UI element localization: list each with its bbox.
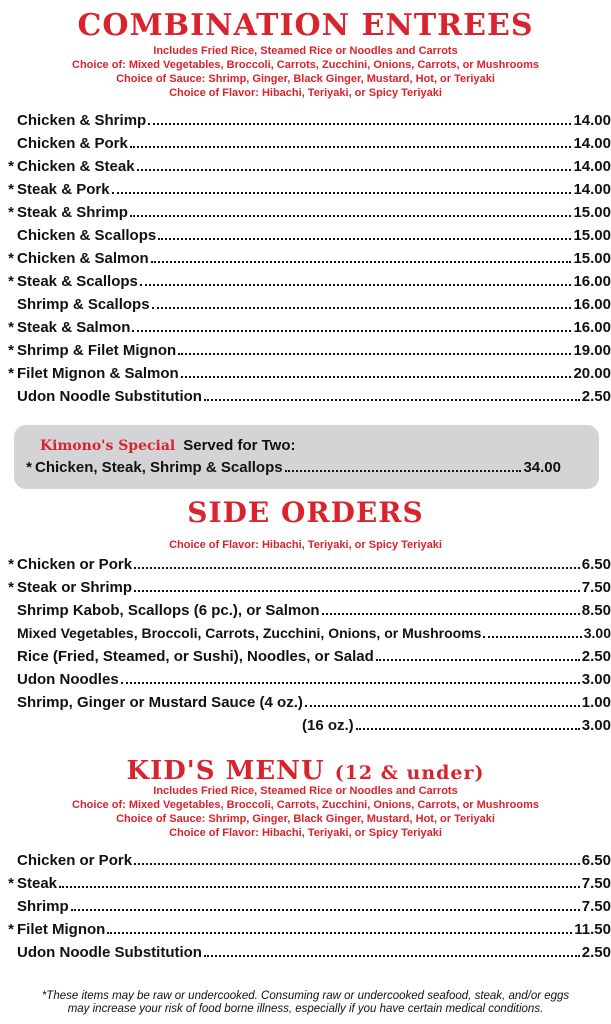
menu-item bbox=[0, 181, 611, 203]
item-price: 8.50 bbox=[581, 602, 611, 619]
dot-leader bbox=[181, 376, 572, 378]
sides-note: Choice of Flavor: Hibachi, Teriyaki, or Spicy Teriyaki bbox=[169, 539, 442, 551]
dot-leader bbox=[137, 169, 572, 171]
raw-warning-mark: * bbox=[8, 273, 14, 290]
special-header bbox=[40, 437, 296, 454]
item-price: 20.00 bbox=[573, 365, 611, 382]
combination-title: COMBINATION ENTREES bbox=[77, 8, 534, 43]
item-name: Shrimp bbox=[17, 898, 69, 915]
dot-leader bbox=[140, 284, 572, 286]
dot-leader bbox=[130, 215, 572, 217]
item-name: Shrimp & Filet Mignon bbox=[17, 342, 177, 359]
menu-item bbox=[0, 388, 611, 410]
menu-item bbox=[0, 875, 611, 897]
kids-title-age: (12 & under) bbox=[334, 762, 485, 784]
raw-warning-mark: * bbox=[8, 250, 14, 267]
menu-item bbox=[0, 112, 611, 134]
item-name: Shrimp Kabob, Scallops (6 pc.), or Salmon bbox=[17, 602, 320, 619]
dot-leader bbox=[322, 613, 580, 615]
dot-leader bbox=[121, 682, 580, 684]
item-price: 11.50 bbox=[574, 921, 611, 938]
menu-item bbox=[0, 852, 611, 874]
menu-item bbox=[0, 158, 611, 180]
dot-leader bbox=[148, 123, 571, 125]
raw-warning-mark: * bbox=[8, 579, 14, 596]
dot-leader bbox=[376, 659, 580, 661]
combination-note: Includes Fried Rice, Steamed Rice or Noodles and Carrots bbox=[153, 45, 458, 57]
item-price: 14.00 bbox=[573, 181, 611, 198]
dot-leader bbox=[71, 909, 580, 911]
item-price: 14.00 bbox=[573, 112, 611, 129]
raw-warning-mark: * bbox=[26, 459, 32, 476]
menu-item bbox=[0, 319, 611, 341]
dot-leader bbox=[132, 330, 571, 332]
dot-leader bbox=[134, 590, 580, 592]
item-price: 6.50 bbox=[581, 852, 611, 869]
special-item bbox=[0, 459, 611, 481]
dot-leader bbox=[356, 728, 580, 730]
item-name: Chicken & Pork bbox=[17, 135, 128, 152]
combination-note: Choice of Sauce: Shrimp, Ginger, Black Ginger, Mustard, Hot, or Teriyaki bbox=[116, 73, 495, 85]
item-name: Steak & Salmon bbox=[17, 319, 131, 336]
menu-item bbox=[0, 648, 611, 670]
item-name: Filet Mignon bbox=[17, 921, 106, 938]
kids-title-main: KID'S MENU bbox=[126, 756, 325, 786]
menu-item bbox=[0, 296, 611, 318]
item-name: Steak & Scallops bbox=[17, 273, 138, 290]
special-served: Served for Two: bbox=[183, 437, 296, 454]
item-name: Shrimp, Ginger or Mustard Sauce (4 oz.) bbox=[17, 694, 303, 711]
dot-leader bbox=[305, 705, 580, 707]
combination-notes bbox=[0, 44, 611, 100]
raw-warning-mark: * bbox=[8, 158, 14, 175]
dot-leader bbox=[204, 955, 580, 957]
kids-notes bbox=[0, 784, 611, 840]
item-name: Steak & Pork bbox=[17, 181, 110, 198]
menu-item bbox=[0, 625, 611, 647]
item-price: 3.00 bbox=[581, 671, 611, 688]
kids-note: Choice of Flavor: Hibachi, Teriyaki, or Spicy Teriyaki bbox=[169, 827, 442, 839]
item-price: 16.00 bbox=[573, 319, 611, 336]
menu-item bbox=[0, 273, 611, 295]
item-price: 2.50 bbox=[581, 388, 611, 405]
item-price: 3.00 bbox=[583, 625, 611, 641]
item-price: 19.00 bbox=[573, 342, 611, 359]
dot-leader bbox=[130, 146, 572, 148]
item-name: Steak bbox=[17, 875, 58, 892]
item-name: Chicken & Shrimp bbox=[17, 112, 147, 129]
item-price: 15.00 bbox=[573, 204, 611, 221]
combination-note: Choice of: Mixed Vegetables, Broccoli, Carrots, Zucchini, Onions, Carrots, or Mushrooms bbox=[72, 59, 539, 71]
combination-note: Choice of Flavor: Hibachi, Teriyaki, or Spicy Teriyaki bbox=[169, 87, 442, 99]
menu-item bbox=[0, 135, 611, 157]
menu-item bbox=[0, 227, 611, 249]
item-name: Chicken & Scallops bbox=[17, 227, 157, 244]
dot-leader bbox=[112, 192, 572, 194]
dot-leader bbox=[152, 307, 572, 309]
raw-warning-mark: * bbox=[8, 556, 14, 573]
raw-warning-mark: * bbox=[8, 921, 14, 938]
sides-title: SIDE ORDERS bbox=[187, 496, 424, 529]
item-price: 16.00 bbox=[573, 273, 611, 290]
special-label: Kimono's Special bbox=[40, 438, 176, 454]
item-price: 34.00 bbox=[523, 459, 561, 476]
item-name: Chicken, Steak, Shrimp & Scallops bbox=[35, 459, 283, 476]
dot-leader bbox=[59, 886, 580, 888]
menu-item bbox=[0, 694, 611, 716]
item-name: Chicken & Steak bbox=[17, 158, 135, 175]
item-name: Chicken or Pork bbox=[17, 852, 133, 869]
item-price: 15.00 bbox=[573, 250, 611, 267]
menu-item bbox=[0, 250, 611, 272]
sides-notes bbox=[0, 538, 611, 552]
item-price: 1.00 bbox=[581, 694, 611, 711]
dot-leader bbox=[158, 238, 571, 240]
item-name: Rice (Fried, Steamed, or Sushi), Noodles, or Salad bbox=[17, 648, 374, 665]
item-price: 6.50 bbox=[581, 556, 611, 573]
item-name: Chicken & Salmon bbox=[17, 250, 149, 267]
menu-item bbox=[0, 204, 611, 226]
item-price: 15.00 bbox=[573, 227, 611, 244]
raw-warning-mark: * bbox=[8, 181, 14, 198]
menu-item bbox=[0, 944, 611, 966]
kids-note: Includes Fried Rice, Steamed Rice or Noodles and Carrots bbox=[153, 785, 458, 797]
menu-item bbox=[0, 579, 611, 601]
kids-note: Choice of Sauce: Shrimp, Ginger, Black Ginger, Mustard, Hot, or Teriyaki bbox=[116, 813, 495, 825]
dot-leader bbox=[151, 261, 572, 263]
item-name: Udon Noodles bbox=[17, 671, 119, 688]
item-name: Mixed Vegetables, Broccoli, Carrots, Zucchini, Onions, or Mushrooms bbox=[17, 625, 482, 641]
item-price: 14.00 bbox=[573, 135, 611, 152]
item-name: Shrimp & Scallops bbox=[17, 296, 150, 313]
item-price: 3.00 bbox=[581, 717, 611, 734]
item-price: 2.50 bbox=[581, 648, 611, 665]
raw-warning-mark: * bbox=[8, 204, 14, 221]
dot-leader bbox=[285, 470, 522, 472]
item-price: 16.00 bbox=[573, 296, 611, 313]
raw-warning-mark: * bbox=[8, 342, 14, 359]
item-price: 7.50 bbox=[581, 579, 611, 596]
menu-item bbox=[0, 556, 611, 578]
raw-warning-mark: * bbox=[8, 875, 14, 892]
raw-warning-mark: * bbox=[8, 319, 14, 336]
item-name: Steak or Shrimp bbox=[17, 579, 133, 596]
dot-leader bbox=[204, 399, 580, 401]
item-name: Udon Noodle Substitution bbox=[17, 944, 202, 961]
dot-leader bbox=[134, 567, 580, 569]
kids-title bbox=[0, 756, 611, 786]
dot-leader bbox=[134, 863, 580, 865]
menu-item bbox=[0, 342, 611, 364]
item-name: (16 oz.) bbox=[302, 717, 354, 734]
item-price: 7.50 bbox=[581, 898, 611, 915]
menu-item bbox=[0, 671, 611, 693]
menu-item bbox=[0, 365, 611, 387]
raw-food-disclaimer bbox=[0, 990, 611, 1016]
item-price: 7.50 bbox=[581, 875, 611, 892]
menu-item bbox=[0, 921, 611, 943]
menu-item bbox=[0, 898, 611, 920]
item-price: 2.50 bbox=[581, 944, 611, 961]
item-name: Filet Mignon & Salmon bbox=[17, 365, 179, 382]
dot-leader bbox=[107, 932, 572, 934]
disclaimer-line: may increase your risk of food borne illness, especially if you have certain medical conditions. bbox=[67, 1003, 544, 1015]
dot-leader bbox=[483, 636, 581, 638]
item-name: Chicken or Pork bbox=[17, 556, 133, 573]
item-name: Udon Noodle Substitution bbox=[17, 388, 202, 405]
dot-leader bbox=[178, 353, 571, 355]
menu-item bbox=[0, 602, 611, 624]
kids-note: Choice of: Mixed Vegetables, Broccoli, Carrots, Zucchini, Onions, Carrots, or Mushrooms bbox=[72, 799, 539, 811]
raw-warning-mark: * bbox=[8, 365, 14, 382]
item-price: 14.00 bbox=[573, 158, 611, 175]
menu-item bbox=[0, 717, 611, 739]
item-name: Steak & Shrimp bbox=[17, 204, 128, 221]
disclaimer-line: *These items may be raw or undercooked. Consuming raw or undercooked seafood, steak, and/or eggs bbox=[41, 990, 570, 1002]
